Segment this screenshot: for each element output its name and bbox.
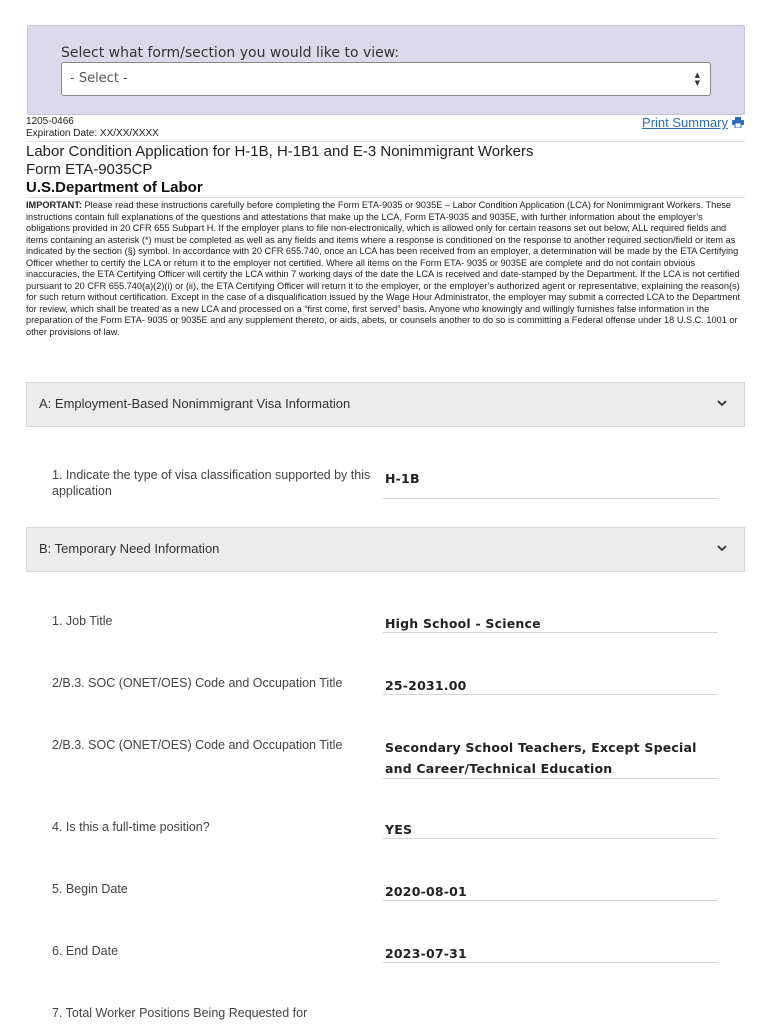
section-b-header[interactable] (26, 527, 745, 572)
field-underline (383, 962, 718, 963)
page-title: Labor Condition Application for H-1B, H-1B1 and E-3 Nonimmigrant Workers (26, 143, 534, 160)
field-underline (383, 498, 718, 499)
soc-code-label: 2/B.3. SOC (ONET/OES) Code and Occupation Title (52, 676, 343, 690)
print-summary-link[interactable] (642, 115, 744, 130)
field-underline (383, 900, 718, 901)
form-section-select[interactable] (61, 62, 711, 96)
select-arrows-icon: ▲ ▼ (694, 71, 700, 87)
instructions-body: Please read these instructions carefully before completing the Form ETA-9035 or 9035E – Labor Condition Application (LCA) for Nonimmigrant Workers. These instructions contain full explanations of the questions and attestations that make up the LCA, Form ETA-9035 and 9035E, with further information about the employer’s obligations provided in 20 CFR 655 Subpart H. If the employer plans to file non-electronically, which is allowed only for certain reasons set out below, ALL required fields and items containing an asterisk (*) must be completed as well as any fields and items where a response is conditioned on the response to another required section/field or item as indicated by the section (§) symbol. In accordance with 20 CFR 655.740, once an LCA has been received from an employer, a determination will be made by the ETA Certifying Officer whether to certify the LCA or return it to the employer not certified. Where all items on the Form ETA- 9035 or 9035E are complete and do not contain obvious inaccuracies, the ETA Certifying Officer will certify the LCA within 7 working days of the date the LCA is received and date-stamped by the Department. If the LCA is not certified pursuant to 20 CFR 655.740(a)(2)(i) or (ii), the ETA Certifying Officer will return it to the employer, or the employer’s authorized agent or representative, explaining the reason(s) for such return without certification. Except in the case of a disqualification issued by the Wage Hour Administrator, the employer may submit a corrected LCA to the Department for review, which shall be treated as a new LCA and processed on a “first come, first served” basis. Anyone who knowingly and willingly furnishes false information in the preparation of the Form ETA- 9035 or 9035E and any supplement thereto, or aids, abets, or counsels another to do so is committing a Federal offense under 18 U.S.C. 1001 or other provisions of law. (26, 200, 741, 338)
end-date-value: 2023-07-31 (385, 946, 467, 961)
department-name: U.S.Department of Labor (26, 179, 203, 196)
instructions-text (26, 200, 746, 339)
field-underline (383, 694, 718, 695)
instructions-lead: IMPORTANT: (26, 200, 82, 210)
form-section-selector-panel (27, 25, 745, 115)
end-date-label: 6. End Date (52, 944, 119, 958)
occupation-title-label: 2/B.3. SOC (ONET/OES) Code and Occupation Title (52, 738, 343, 752)
job-title-value: High School - Science (385, 616, 541, 631)
field-underline (383, 838, 718, 839)
chevron-down-icon (716, 397, 728, 409)
omb-number: 1205-0466 (26, 116, 74, 127)
printer-icon (732, 117, 744, 128)
soc-code-value: 25-2031.00 (385, 678, 467, 693)
select-value: - Select - (70, 71, 128, 86)
begin-date-label: 5. Begin Date (52, 882, 128, 896)
section-a-header[interactable] (26, 382, 745, 427)
chevron-down-icon (716, 542, 728, 554)
visa-type-value: H-1B (385, 471, 420, 486)
field-underline (383, 778, 718, 779)
print-summary-label: Print Summary (642, 115, 728, 130)
expiration-date: Expiration Date: XX/XX/XXXX (26, 128, 159, 139)
field-underline (383, 632, 718, 633)
form-name: Form ETA-9035CP (26, 161, 153, 178)
divider (26, 141, 745, 142)
section-a-title: A: Employment-Based Nonimmigrant Visa Information (39, 396, 351, 411)
selector-label: Select what form/section you would like to view: (61, 45, 400, 61)
total-positions-label: 7. Total Worker Positions Being Requested for (52, 1006, 308, 1020)
full-time-label: 4. Is this a full-time position? (52, 820, 210, 834)
divider (26, 197, 745, 198)
section-b-title: B: Temporary Need Information (39, 541, 220, 556)
begin-date-value: 2020-08-01 (385, 884, 467, 899)
job-title-label: 1. Job Title (52, 614, 113, 628)
full-time-value: YES (385, 822, 413, 837)
occupation-title-value: Secondary School Teachers, Except Special and Career/Technical Education (385, 740, 697, 776)
visa-type-label: 1. Indicate the type of visa classification supported by this application (52, 468, 371, 498)
